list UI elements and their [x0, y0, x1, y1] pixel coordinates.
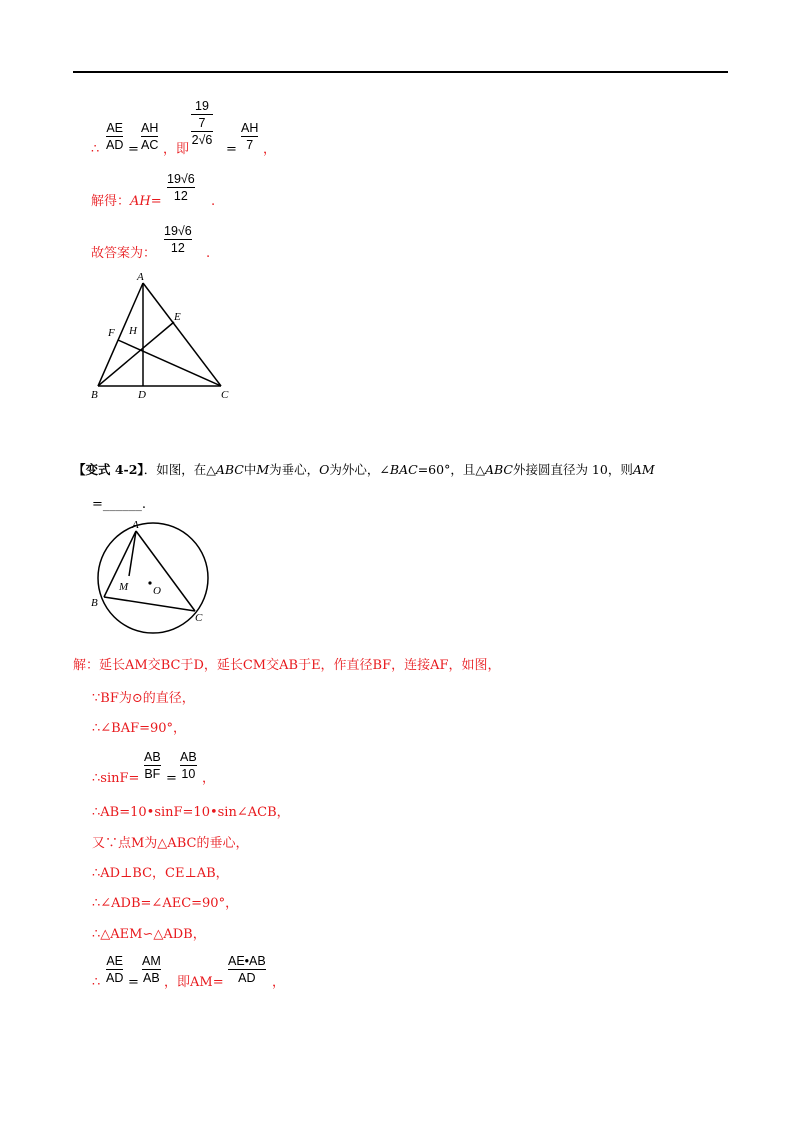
problem-tag: 【变式 4-2】 [73, 462, 144, 477]
fraction-answer [164, 224, 192, 255]
triangle-figure-1 [88, 268, 238, 404]
denominator: BF [144, 767, 161, 781]
denominator: AD [238, 971, 256, 985]
denominator: AB [143, 971, 160, 985]
label-h: H [129, 325, 137, 337]
solution-line-6: 又∵点M为△ABC的垂心， [92, 836, 249, 851]
fraction-answer [167, 172, 195, 203]
period: . [141, 497, 147, 512]
problem-text: 为垂心， [269, 462, 320, 477]
denominator: 12 [173, 189, 188, 203]
fraction-ab-10 [180, 750, 197, 781]
numerator: AE [106, 954, 124, 968]
label-a: A [137, 271, 144, 283]
fraction-ab-bf [144, 750, 161, 781]
var-m: M [256, 462, 270, 477]
solution-line-1: 解：延长AM交BC于D，延长CM交AB于E，作直径BF，连接AF，如图， [73, 658, 501, 673]
comma: ， [272, 975, 286, 990]
var-abc: ABC [215, 462, 244, 477]
label-o: O [153, 585, 161, 597]
numerator: AM [142, 954, 161, 968]
connector-text: ，即AM= [164, 975, 224, 990]
solution-line-8: ∴∠ADB=∠AEC=90°， [92, 896, 239, 911]
problem-text: 外接圆直径为 10，则 [512, 462, 633, 477]
solve-prefix: 解得： [91, 194, 131, 209]
complex-fraction [191, 99, 213, 147]
denominator: AC [141, 138, 159, 152]
circle-figure-2 [88, 514, 218, 644]
label-c: C [195, 612, 203, 624]
problem-answer-blank [92, 497, 146, 513]
numerator: AH [141, 121, 159, 135]
var-o: O [319, 462, 330, 477]
label-b: B [91, 597, 98, 609]
numerator: AE [106, 121, 124, 135]
fraction-ah-7 [241, 121, 258, 152]
label-m: M [119, 581, 129, 593]
denominator: AD [106, 971, 124, 985]
inner-denominator: 7 [198, 116, 206, 130]
denominator: 7 [246, 138, 254, 152]
problem-text: =60°，且△ [417, 462, 485, 477]
answer-label: 故答案为： [91, 246, 157, 261]
equals: = [226, 142, 237, 157]
numerator: 19√6 [167, 172, 195, 186]
period: . [206, 246, 211, 261]
fraction-ae-ad [106, 121, 123, 152]
fraction-ah-ac [141, 121, 158, 152]
problem-text: ．如图，在△ [143, 462, 216, 477]
denominator: 12 [170, 241, 185, 255]
numerator: AE•AB [228, 954, 266, 968]
comma: ， [202, 771, 216, 786]
problem-text: 中 [243, 462, 257, 477]
label-c: C [221, 389, 229, 401]
numerator: AB [180, 750, 197, 764]
solution-line-5: ∴AB=10•sinF=10•sin∠ACB， [92, 805, 290, 820]
solution-line-3: ∴∠BAF=90°， [92, 721, 187, 736]
variable-ah: AH [130, 194, 151, 209]
denominator: 10 [181, 767, 196, 781]
problem-statement [73, 462, 655, 478]
equals: = [150, 194, 162, 209]
numerator: AH [241, 121, 259, 135]
equals: = [128, 975, 139, 990]
fraction-ae-ab-ad [228, 954, 266, 985]
solution-line-7: ∴AD⊥BC，CE⊥AB， [92, 866, 229, 881]
header-rule [73, 71, 728, 73]
solution-line-2: ∵BF为⊙的直径， [92, 691, 195, 706]
var-bac: BAC [389, 462, 418, 477]
solution-line-9: ∴△AEM∽△ADB， [92, 927, 206, 942]
denominator: AD [106, 138, 124, 152]
blank: ______ [102, 497, 142, 512]
label-a: A [132, 519, 139, 531]
label-f: F [108, 327, 115, 339]
problem-text: 为外心，∠ [329, 462, 390, 477]
fraction-am-ab [142, 954, 161, 985]
connector-text: ，即 [163, 142, 190, 157]
comma: ， [263, 142, 277, 157]
solve-label [91, 194, 162, 210]
numerator: AB [144, 750, 161, 764]
fraction-ae-ad [106, 954, 123, 985]
therefore-symbol: ∴ [91, 142, 100, 157]
equals: = [166, 771, 177, 786]
sin-prefix: ∴sinF= [92, 771, 140, 786]
inner-numerator: 19 [195, 99, 209, 113]
equals: = [128, 142, 139, 157]
var-am: AM [632, 462, 655, 477]
label-d: D [138, 389, 146, 401]
therefore-symbol: ∴ [92, 975, 101, 990]
label-b: B [91, 389, 98, 401]
equals: = [92, 497, 103, 512]
outer-denominator: 2√6 [191, 133, 213, 147]
numerator: 19√6 [164, 224, 192, 238]
label-e: E [174, 311, 181, 323]
var-abc: ABC [484, 462, 513, 477]
period: . [211, 194, 216, 209]
